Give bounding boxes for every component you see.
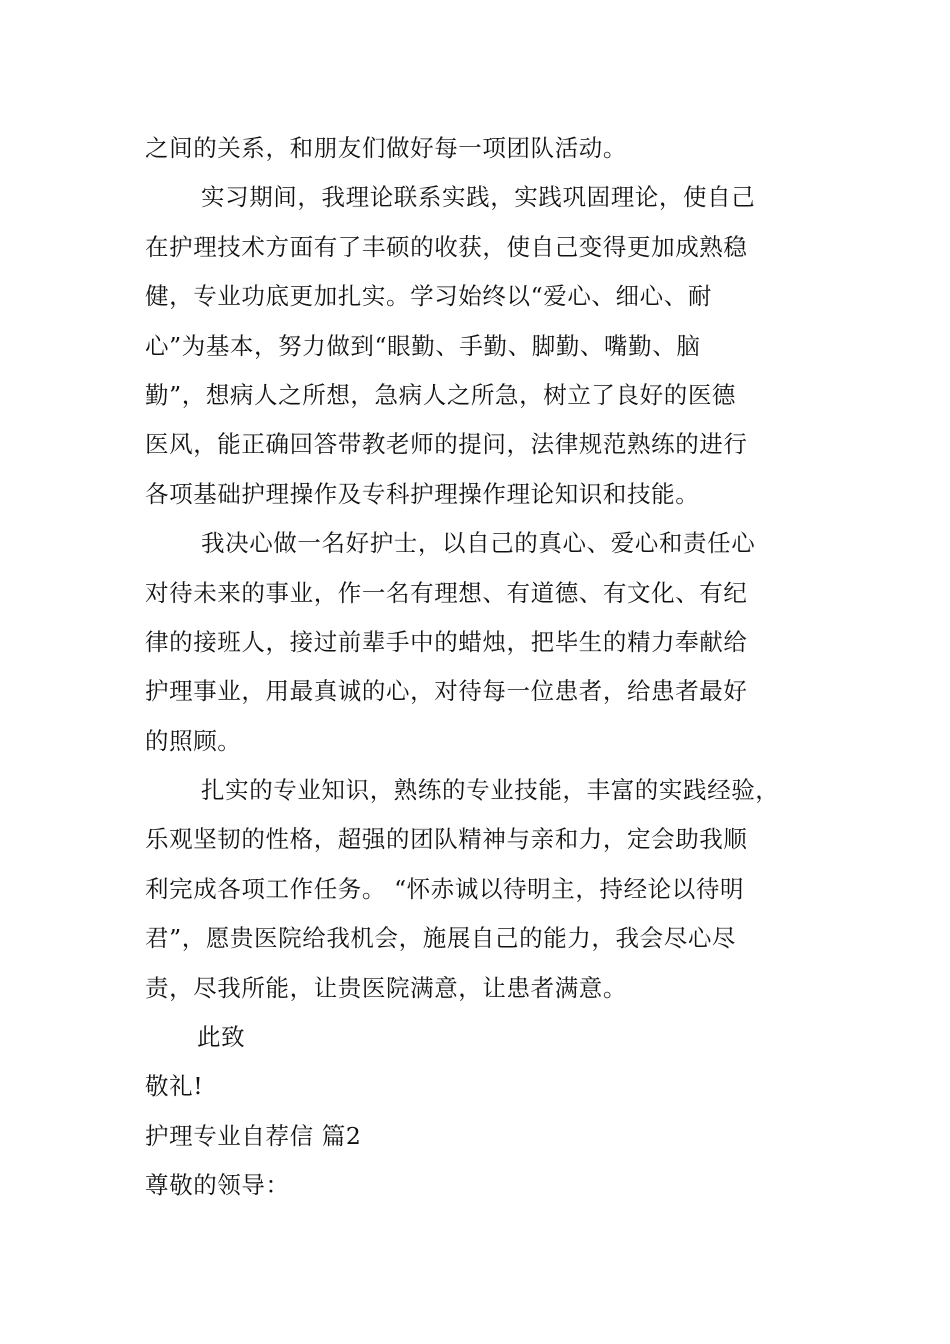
paragraph-line: 各项基础护理操作及专科护理操作理论知识和技能。 [145, 479, 700, 508]
regards-line: 敬礼! [145, 1072, 204, 1101]
paragraph-line: 之间的关系，和朋友们做好每一项团队活动。 [145, 134, 627, 162]
closing-line: 此致 [197, 1023, 246, 1052]
paragraph-line: 利完成各项工作任务。 “怀赤诚以待明主，持经论以待明 [145, 874, 745, 903]
paragraph-line: 护理事业，用最真诚的心，对待每一位患者，给患者最好 [145, 677, 748, 706]
paragraph-line: 乐观坚韧的性格，超强的团队精神与亲和力，定会助我顺 [145, 825, 748, 854]
paragraph-line: 的照顾。 [145, 726, 242, 755]
paragraph-line: 心”为基本，努力做到“眼勤、手勤、脚勤、嘴勤、脑 [145, 331, 701, 360]
section-title: 护理专业自荐信 篇2 [145, 1121, 362, 1150]
greeting-line: 尊敬的领导： [145, 1171, 290, 1200]
paragraph-line: 律的接班人，接过前辈手中的蜡烛，把毕生的精力奉献给 [145, 627, 748, 656]
letter-body [145, 124, 825, 1211]
paragraph-line: 医风，能正确回答带教老师的提问，法律规范熟练的进行 [145, 430, 748, 459]
paragraph-line: 健，专业功底更加扎实。学习始终以“爱心、细心、耐 [145, 282, 712, 311]
paragraph-line: 对待未来的事业，作一名有理想、有道德、有文化、有纪 [145, 578, 748, 607]
paragraph-line: 实习期间，我理论联系实践，实践巩固理论，使自己 [201, 183, 756, 212]
paragraph-line: 扎实的专业知识，熟练的专业技能，丰富的实践经验， [201, 776, 780, 805]
paragraph-line: 勤”，想病人之所想，急病人之所急，树立了良好的医德 [145, 380, 737, 409]
paragraph-line: 在护理技术方面有了丰硕的收获，使自己变得更加成熟稳 [145, 232, 748, 261]
paragraph-line: 责，尽我所能，让贵医院满意，让患者满意。 [145, 973, 627, 1002]
paragraph-line: 我决心做一名好护士，以自己的真心、爱心和责任心 [201, 529, 756, 558]
paragraph-line: 君”，愿贵医院给我机会，施展自己的能力，我会尽心尽 [145, 924, 737, 953]
